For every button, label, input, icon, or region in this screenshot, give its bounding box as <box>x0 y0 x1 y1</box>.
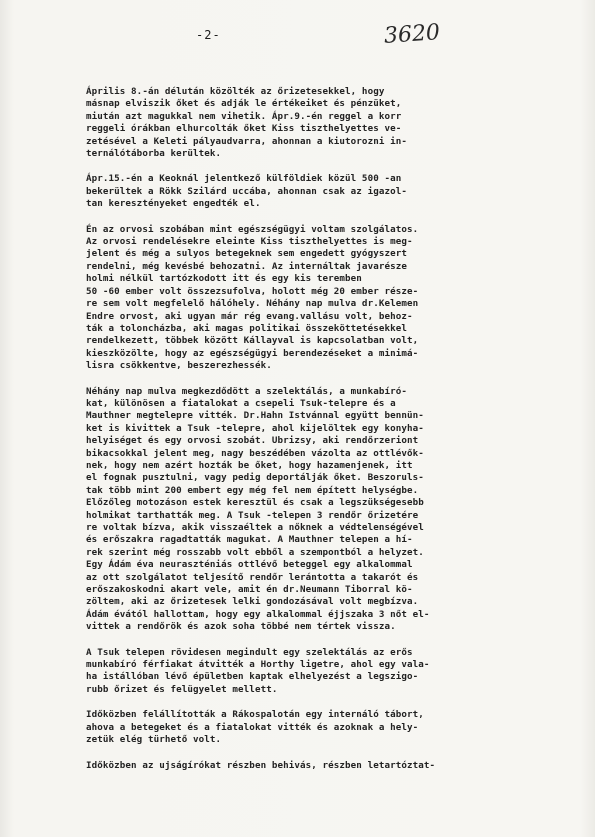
text-line: jelent és még a sulyos betegeknek sem engedett gyógyszert <box>86 248 407 260</box>
text-line: kat, különösen a fiatalokat a csepeli Tsuk-telepre és a <box>86 397 396 409</box>
text-line: rubb őrizet és felügyelet mellett. <box>86 683 278 695</box>
text-line: másnap elviszik őket és adják le értékeiket és pénzüket, <box>86 98 402 110</box>
text-line: ahova a betegeket és a fiatalokat vitték és azoknak a hely- <box>86 721 419 733</box>
text-line: ternálótáborba kerültek. <box>86 148 222 160</box>
paragraph-selection-tsuk-telep <box>86 386 562 634</box>
text-line: Időközben az ujságírókat részben behivás, részben letartóztat- <box>86 759 436 771</box>
paragraph-foreigners-registration <box>86 173 562 210</box>
text-line: Én az orvosi szobában mint egészségügyi voltam szolgálatos. <box>86 223 419 235</box>
text-line: Előzőleg motozáson estek keresztül és csak a legszükségesebb <box>86 497 424 509</box>
paragraph-journalists <box>86 760 562 772</box>
text-line: ket is kivittek a Tsuk -telepre, ahol kijelöltek egy konyha- <box>86 422 424 434</box>
paragraph-deportation-april <box>86 86 562 160</box>
text-line: bikacsokkal jelent meg, nagy beszédében vázolta az ottlévők- <box>86 447 424 459</box>
text-line: zetük elég türhető volt. <box>86 734 222 746</box>
text-line: erőszakoskodni akart vele, amit én dr.Neumann Tiborral kö- <box>86 584 413 596</box>
text-line: lisra csökkentve, beszerezhessék. <box>86 360 272 372</box>
text-line: re sem volt megfelelő hálóhely. Néhány nap mulva dr.Kelemen <box>86 298 419 310</box>
text-line: Endre orvost, aki ugyan már rég evang.vallásu volt, behoz- <box>86 310 413 322</box>
text-line: Egy Ádám éva neuraszténiás ottlévő beteggel egy alkalommal <box>86 559 413 571</box>
text-line: zöltem, aki az őrizetesek lelki gondozásával volt megbízva. <box>86 596 419 608</box>
text-line: vittek a rendőrök és azok soha többé nem tértek vissza. <box>86 621 396 633</box>
text-line: tak több mint 200 embert egy még fel nem épített helységbe. <box>86 484 419 496</box>
text-line: miután azt magukkal nem vihetik. Ápr.9.-én reggel a korr <box>86 110 402 122</box>
text-line: tan keresztényeket engedték el. <box>86 198 261 210</box>
text-line: Április 8.-án délután közölték az őrizetesekkel, hogy <box>86 86 385 97</box>
text-line: rendelkezett, többek között Kállayval is kapcsolatban volt, <box>86 335 419 347</box>
text-line: Ápr.15.-én a Keoknál jelentkező külföldiek közül 500 -an <box>86 173 402 185</box>
handwritten-archive-number: 3620 <box>383 20 441 49</box>
text-line: Néhány nap mulva megkezdődött a szelektálás, a munkabíró- <box>86 385 407 397</box>
text-line: el fognak pusztulni, vagy pedig deportálják őket. Beszoruls- <box>86 472 424 484</box>
page-number: -2- <box>196 28 221 42</box>
text-line: ták a toloncházba, aki magas politikai összeköttetésekkel <box>86 322 407 334</box>
text-line: az ott szolgálatot teljesítő rendőr lerántotta a takarót és <box>86 571 419 583</box>
text-line: reggeli órákban elhurcolták őket Kiss tiszthelyettes ve- <box>86 123 402 135</box>
text-line: Időközben felállították a Rákospalotán egy internáló tábort, <box>86 709 424 721</box>
text-line: Ádám évától hallottam, hogy egy alkalommal éjjszaka 3 nőt el- <box>86 608 430 620</box>
paragraph-horthy-liget <box>86 647 562 697</box>
text-line: zetésével a Keleti pályaudvarra, ahonnan a kiutorozni in- <box>86 135 407 147</box>
text-line: holmi nélkül tartózkodott itt és egy kis teremben <box>86 273 362 285</box>
text-line: rendelni, még kevésbé behozatni. Az internáltak javarésze <box>86 260 407 272</box>
text-line: re voltak bízva, akik visszaéltek a nőknek a védtelenségével <box>86 522 424 533</box>
text-line: és erőszakra ragadtatták magukat. A Mauthner telepen a hí- <box>86 534 413 546</box>
document-body <box>86 86 562 772</box>
text-line: rek szerint még rosszabb volt ebből a szempontból a helyzet. <box>86 546 424 558</box>
text-line: munkabíró férfiakat átvitték a Horthy ligetre, ahol egy vala- <box>86 659 430 671</box>
text-line: nek, hogy nem azért hozták be őket, hogy hazamenjenek, itt <box>86 459 413 471</box>
text-line: ha istállóban lévő épületben kaptak elhelyezést a legszigo- <box>86 671 419 683</box>
text-line: 50 -60 ember volt összezsufolva, holott még 20 ember része- <box>86 285 419 297</box>
text-line: Az orvosi rendelésekre eleinte Kiss tiszthelyettes is meg- <box>86 236 413 248</box>
text-line: helyiséget és egy orvosi szobát. Ubrizsy, aki rendőrzeriont <box>86 435 419 447</box>
paragraph-internment-camp <box>86 709 562 746</box>
text-line: holmikat tarthatták meg. A Tsuk -telepen 3 rendőr őrizetére <box>86 509 419 521</box>
text-line: kieszközölte, hogy az egészségügyi berendezéseket a minimá- <box>86 347 419 359</box>
text-line: bekerültek a Rökk Szilárd uccába, ahonnan csak az igazol- <box>86 185 407 197</box>
text-line: Mauthner megtelepre vitték. Dr.Hahn Istvánnal együtt bennün- <box>86 410 424 422</box>
text-line: A Tsuk telepen rövidesen megindult egy szelektálás az erős <box>86 646 413 658</box>
paragraph-medical-room <box>86 224 562 373</box>
